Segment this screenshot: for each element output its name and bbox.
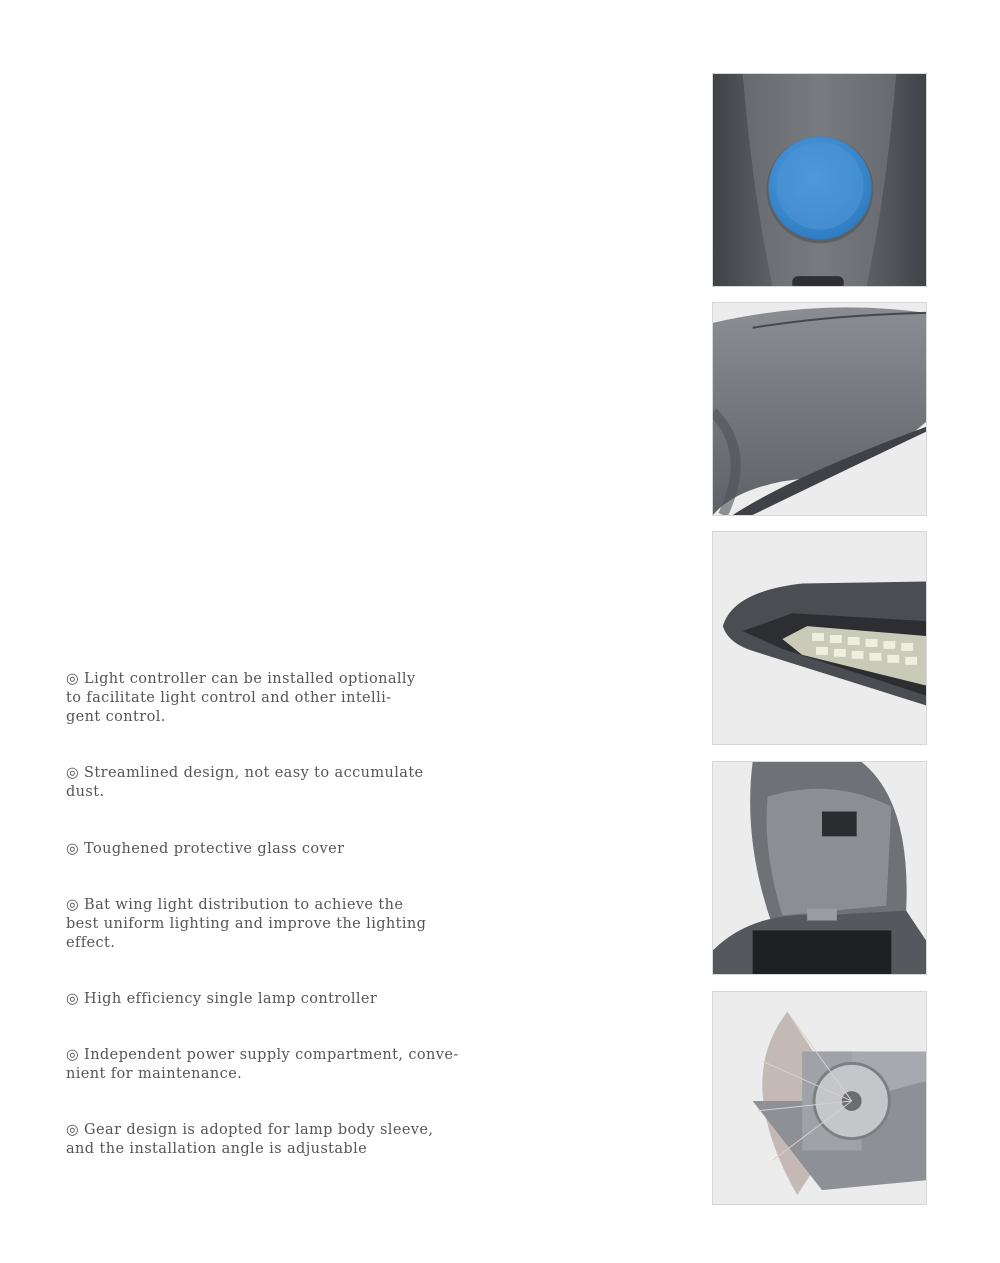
feature-power-compartment: ◎ Independent power supply compartment, conve- nient for maintenance. (66, 1047, 459, 1082)
photo-streamlined-housing (712, 302, 927, 516)
photo-light-controller (712, 73, 927, 287)
feature-bat-wing-distribution: ◎ Bat wing light distribution to achieve the best uniform lighting and improve the lighting effect. (66, 897, 427, 951)
feature-streamlined-design: ◎ Streamlined design, not easy to accumulate dust. (66, 765, 424, 800)
gear-sleeve-illustration (713, 992, 926, 1204)
photo-power-compartment (712, 761, 927, 975)
light-controller-illustration (713, 74, 926, 286)
feature-gear-design: ◎ Gear design is adopted for lamp body sleeve, and the installation angle is adjustable (66, 1122, 434, 1157)
photo-glass-cover (712, 531, 927, 745)
housing-illustration (713, 303, 926, 515)
compartment-illustration (713, 762, 926, 974)
feature-light-controller: ◎ Light controller can be installed optionally to facilitate light control and other intelli- gent control. (66, 671, 416, 725)
photo-gear-sleeve (712, 991, 927, 1205)
feature-lamp-controller: ◎ High efficiency single lamp controller (66, 991, 378, 1007)
glass-cover-illustration (713, 532, 926, 744)
feature-list (66, 670, 486, 1196)
feature-glass-cover: ◎ Toughened protective glass cover (66, 841, 345, 857)
